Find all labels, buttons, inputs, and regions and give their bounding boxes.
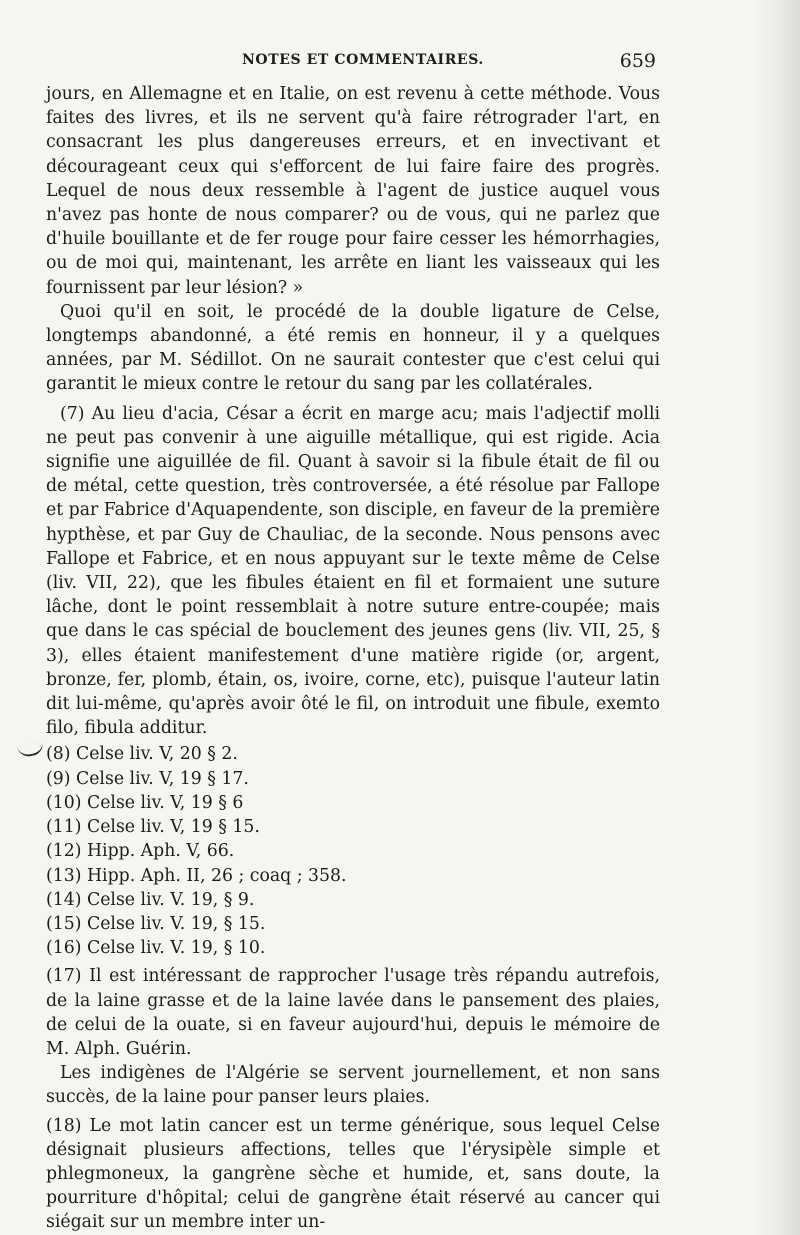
body-text — [46, 82, 660, 1235]
paragraph-algeria: Les indigènes de l'Algérie se servent journellement, et non sans succès, de la laine pour panser leurs plaies. — [46, 1063, 660, 1108]
note-17: (17) Il est intéressant de rapprocher l'usage très répandu autrefois, de la laine grasse et de la laine lavée dans le pansement des plaies, de celui de la ouate, si en faveur aujourd'hui, depuis le mémoire de M. Alph. Guérin. — [46, 966, 660, 1059]
running-header — [46, 50, 656, 76]
note-7: (7) Au lieu d'acia, César a écrit en marge acu; mais l'adjectif molli ne peut pas convenir à une aiguille métallique, qui est rigide. Acia signifie une aiguillée de fil. Quant à savoir si la fibule était de fil ou de métal, cette question, très controversée, a été résolue par Fallope et par Fabrice d'Aquapendente, son disciple, en faveur de la première hypthèse, et par Guy de Chauliac, de la seconde. Nous pensons avec Fallope et Fabrice, et en nous appuyant sur le texte même de Celse (liv. VII, 22), que les fibules étaient en fil et formaient une suture lâche, dont le point ressemblait à notre suture entre-coupée; mais que dans le cas spécial de bouclement des jeunes gens (liv. VII, 25, § 3), elles étaient manifestement d'une matière rigide (or, argent, bronze, fer, plomb, étain, os, ivoire, corne, etc), puisque l'auteur latin dit lui-même, qu'après avoir ôté le fil, on introduit une fibule, exemto filo, fibula additur. — [46, 403, 661, 739]
note-10: (10) Celse liv. V, 19 § 6 — [46, 792, 244, 813]
binding-shadow — [754, 0, 800, 1235]
paragraph-double-ligature: Quoi qu'il en soit, le procédé de la double ligature de Celse, longtemps abandonné, a été remis en honneur, il y a quelques années, par M. Sédillot. On ne saurait contester que c'est celui qui garantit le mieux contre le retour du sang par les collatérales. — [46, 301, 660, 395]
short-notes-list — [46, 742, 660, 960]
page-number: 659 — [619, 50, 656, 72]
note-8: (8) Celse liv. V, 20 § 2. — [46, 744, 238, 765]
note-18: (18) Le mot latin cancer est un terme générique, sous lequel Celse désignait plusieurs affections, telles que l'érysipèle simple et phlegmoneux, la gangrène sèche et humide, et, sans doute, la pourriture d'hôpital; celui de gangrène était réservé au cancer qui siégait sur un membre inter un- — [46, 1115, 660, 1233]
note-12: (12) Hipp. Aph. V, 66. — [46, 841, 235, 862]
note-16: (16) Celse liv. V. 19, § 10. — [46, 938, 266, 959]
paragraph-continuation: jours, en Allemagne et en Italie, on est revenu à cette méthode. Vous faites des livres, et ils ne servent qu'à faire rétrograder l'art, en consacrant les plus dangereuses erreurs, et en invectivant et décourageant ceux qui s'efforcent de lui faire faire des progrès. Lequel de nous deux ressemble à l'agent de justice auquel vous n'avez pas honte de nous comparer? ou de vous, qui ne parlez que d'huile bouillante et de fer rouge pour faire cesser les hémorrhagies, ou de moi qui, maintenant, les arrête en liant les vaisseaux qui les fournissent par leur lésion? » — [46, 84, 660, 298]
pencil-mark-icon — [17, 741, 45, 758]
note-9: (9) Celse liv. V, 19 § 17. — [46, 768, 249, 789]
note-15: (15) Celse liv. V. 19, § 15. — [46, 913, 266, 934]
note-14: (14) Celse liv. V. 19, § 9. — [46, 889, 255, 910]
running-title: NOTES ET COMMENTAIRES. — [242, 52, 484, 68]
note-11: (11) Celse liv. V, 19 § 15. — [46, 817, 260, 838]
note-13: (13) Hipp. Aph. II, 26 ; coaq ; 358. — [46, 865, 347, 886]
